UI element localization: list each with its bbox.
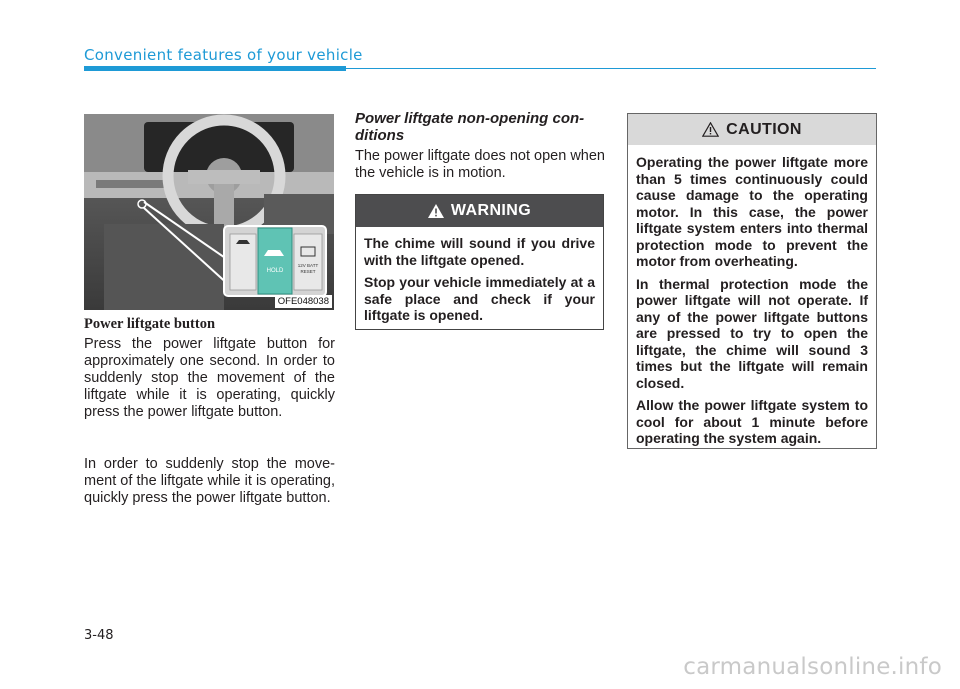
subheading-power-liftgate-button: Power liftgate button: [84, 316, 216, 332]
paragraph-press-button: Press the power liftgate button for approximately one second. In order to suddenly stop the movement of the liftgate while it is operating, quickly press the power liftgate button.: [84, 336, 335, 420]
figure-code: OFE048038: [275, 295, 332, 308]
header-bar-thick: [84, 66, 346, 71]
caution-box: [627, 113, 877, 449]
warning-text-2: Stop your vehicle immediately at a safe place and check if your liftgate is opened.: [364, 274, 595, 323]
batt-label-2: RESET: [300, 269, 316, 274]
section-header-title: Convenient features of your vehicle: [84, 46, 363, 64]
warning-title: WARNING: [450, 202, 532, 219]
warning-body: [356, 227, 603, 324]
caution-header: [628, 114, 876, 145]
warning-triangle-icon: [428, 204, 444, 218]
dashboard-illustration: [84, 114, 334, 310]
warning-text-1: The chime will sound if you drive with the liftgate opened.: [364, 235, 595, 268]
warning-header: [356, 195, 603, 227]
caution-body: [628, 145, 876, 447]
watermark-link[interactable]: carmanualsonline.info: [683, 654, 942, 680]
caution-triangle-icon: [702, 122, 719, 137]
heading-non-opening-conditions: Power liftgate non-opening conditions: [355, 110, 585, 144]
paragraph-non-opening: The power liftgate does not open when the vehicle is in motion.: [355, 148, 605, 181]
warning-box: [355, 194, 604, 330]
caution-title: CAUTION: [726, 120, 802, 138]
figure-dashboard-photo: [84, 114, 334, 310]
page-number: 3-48: [84, 628, 114, 643]
hold-label: HOLD: [266, 268, 284, 274]
paragraph-stop-movement: In order to suddenly stop the movement of the liftgate while it is operating, quickly press the power liftgate button.: [84, 456, 335, 506]
caution-text-1: Operating the power liftgate more than 5 times continuously could cause damage to the operating motor. In this case, the power liftgate system enters into thermal protection mode to prevent the motor from overheating.: [636, 154, 868, 269]
caution-text-2: In thermal protection mode the power liftgate will not operate. If any of the power liftgate buttons are pressed to try to open the liftgate, the chime will sound 3 times but the liftgate will remain closed.: [636, 275, 868, 391]
batt-label-1: 12V BATT: [297, 263, 319, 268]
header-bar-thin: [346, 68, 876, 69]
caution-text-3: Allow the power liftgate system to cool for about 1 minute before operating the system again.: [636, 397, 868, 446]
